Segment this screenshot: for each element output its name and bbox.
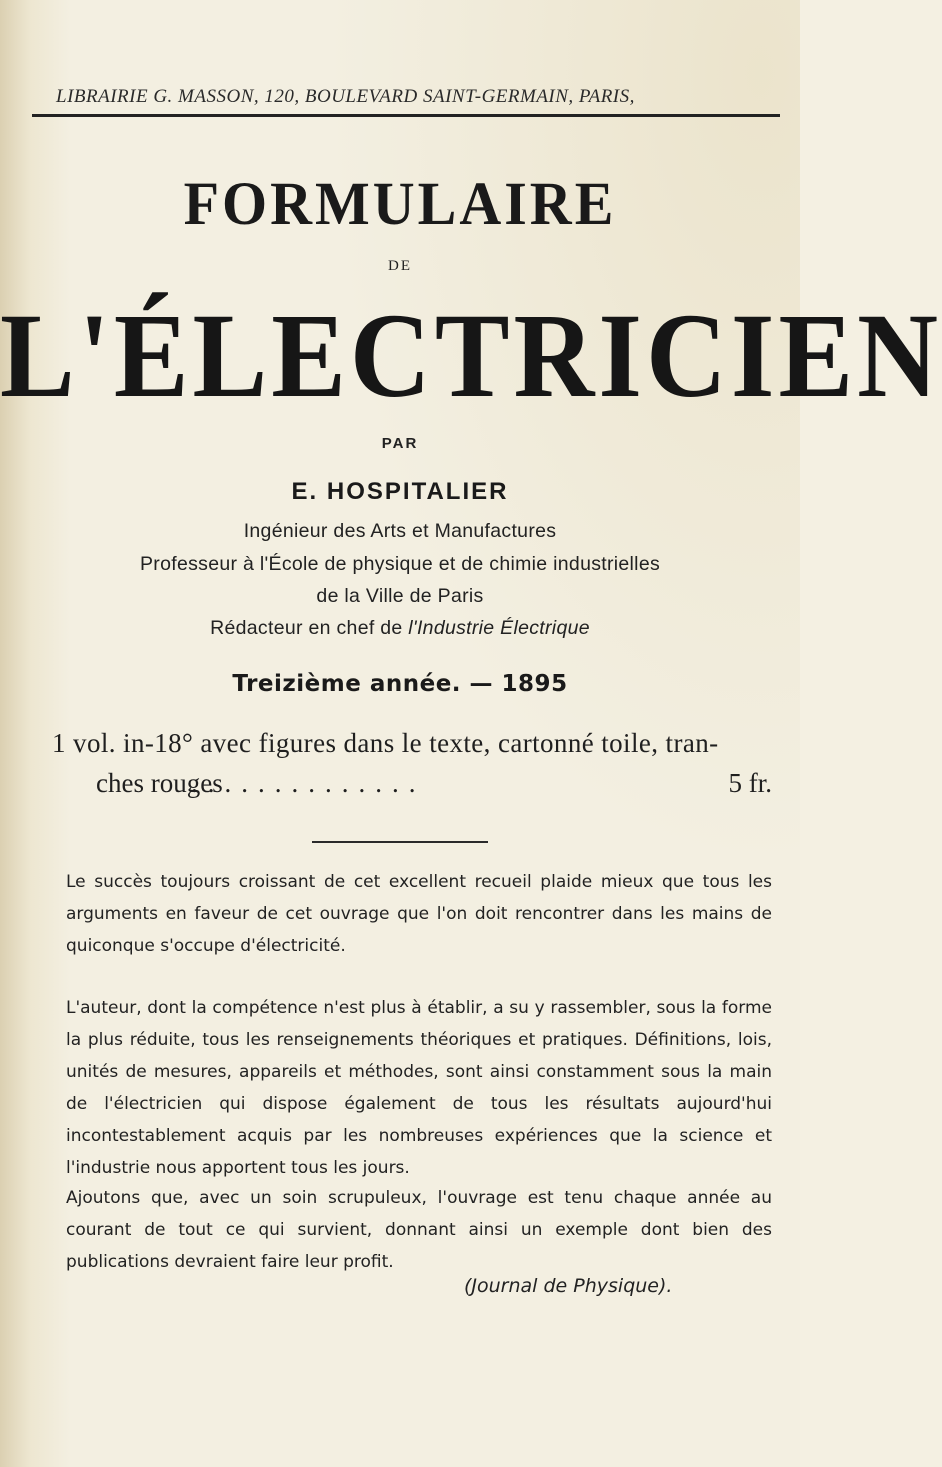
leader-dots: ..............	[191, 768, 426, 798]
volume-description: 1 vol. in-18° avec figures dans le texte, cartonné toile, tran-	[52, 728, 719, 758]
journal-name: l'Industrie Électrique	[408, 617, 590, 639]
byline-par: PAR	[381, 435, 419, 452]
credential-line-1: Ingénieur des Arts et Manufactures	[243, 520, 557, 542]
credential-line-2: Professeur à l'École de physique et de chimie industrielles	[139, 553, 661, 575]
title-de: DE	[388, 258, 412, 274]
section-divider	[312, 841, 488, 843]
price: 5 fr.	[728, 768, 772, 798]
review-paragraph-1: Le succès toujours croissant de cet excellent recueil plaide mieux que tous les arguments en faveur de cet ouvrage que l'on doit rencontrer dans les mains de quiconque s'occupe d'électricité.	[66, 872, 772, 956]
credential-line-4-prefix: Rédacteur en chef de	[210, 617, 409, 639]
publisher-header: LIBRAIRIE G. MASSON, 120, BOULEVARD SAINT-GERMAIN, PARIS,	[56, 86, 635, 107]
edition-line: Treizième année. — 1895	[232, 671, 568, 697]
author-name: E. HOSPITALIER	[291, 478, 509, 505]
volume-description-end: ches rouges	[96, 768, 223, 798]
header-rule	[32, 114, 780, 117]
credential-line-3: de la Ville de Paris	[316, 585, 484, 607]
volume-description-cont	[96, 768, 772, 799]
title-electricien: L'ÉLECTRICIEN	[0, 289, 942, 423]
review-paragraph-2: L'auteur, dont la compétence n'est plus à établir, a su y rassembler, sous la forme la plus réduite, tous les renseignements théoriques et pratiques. Définitions, lois, unités de mesures, appareils et méthodes, sont ainsi constamment sous la main de l'électricien qui dispose également de tous les résultats aujourd'hui incontestablement acquis par les nombreuses expériences que la science et l'industrie nous apportent tous les jours.	[66, 998, 772, 1178]
credential-line-4	[0, 617, 800, 640]
title-formulaire: FORMULAIRE	[183, 169, 617, 238]
review-paragraph-3: Ajoutons que, avec un soin scrupuleux, l'ouvrage est tenu chaque année au courant de tout ce qui survient, donnant ainsi un exemple dont bien des publications devraient faire leur profit.	[66, 1188, 772, 1272]
review-source: (Journal de Physique).	[464, 1275, 673, 1297]
